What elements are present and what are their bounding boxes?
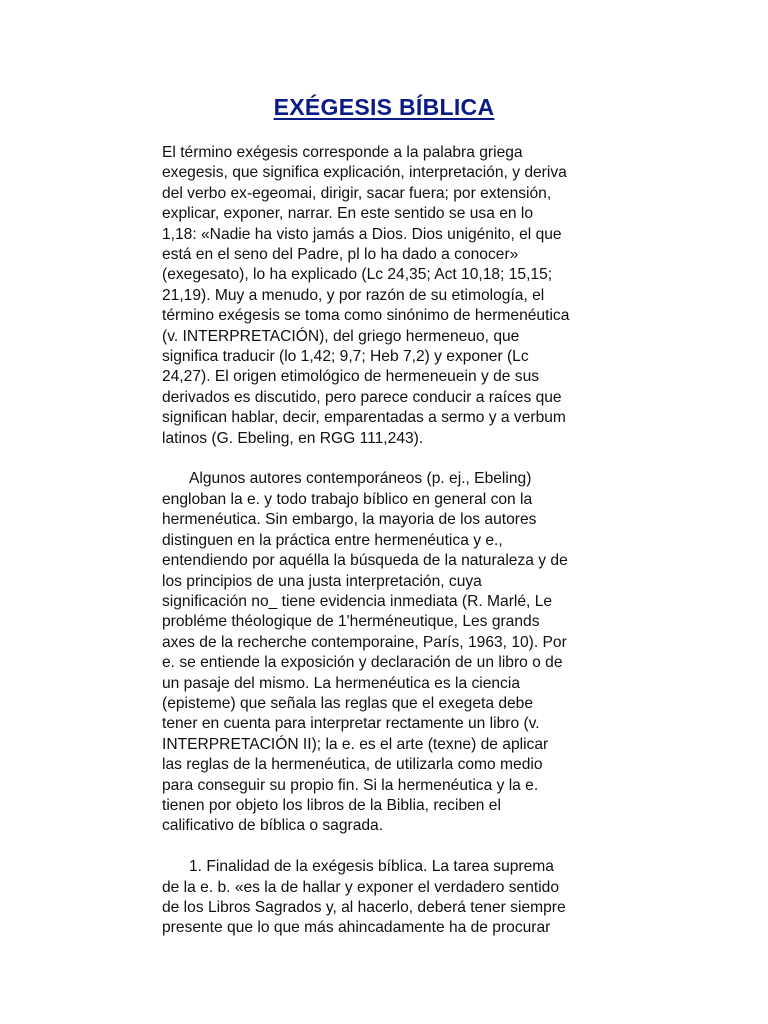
paragraph-3: 1. Finalidad de la exégesis bíblica. La tarea suprema de la e. b. «es la de hallar y exponer el verdadero sentido de los Libros Sagrados y, al hacerlo, deberá tener siempre presente que lo que más ahincadamente ha de procurar: [162, 858, 566, 937]
paragraph-2: Algunos autores contemporáneos (p. ej., Ebeling) engloban la e. y todo trabajo bíblico en general con la hermenéutica. Sin embargo, la mayoria de los autores distinguen en la práctica entre hermenéutica y e., entendiendo por aquélla la búsqueda de la naturaleza y de los principios de una justa interpretación, cuya significación no_ tiene evidencia inmediata (R. Marlé, Le probléme théologique de 1'herméneutique, Les grands axes de la recherche contemporaine, París, 1963, 10). Por e. se entiende la exposición y declaración de un libro o de un pasaje del mismo. La hermenéutica es la ciencia (episteme) que señala las reglas que el exegeta debe tener en cuenta para interpretar rectamente un libro (v. INTERPRETACIÓN II); la e. es el arte (texne) de aplicar las reglas de la hermenéutica, de utilizarla como medio para conseguir su propio fin. Si la hermenéutica y la e. tienen por objeto los libros de la Biblia, reciben el calificativo de bíblica o sagrada.: [162, 470, 568, 835]
document-body: [162, 143, 602, 959]
paragraph-1: El término exégesis corresponde a la palabra griega exegesis, que significa explicación, interpretación, y deriva del verbo ex-egeomai, dirigir, sacar fuera; por extensión, explicar, exponer, narrar. En este sentido se usa en lo 1,18: «Nadie ha visto jamás a Dios. Dios unigénito, el que está en el seno del Padre, pl lo ha dado a conocer» (exegesato), lo ha explicado (Lc 24,35; Act 10,18; 15,15; 21,19). Muy a menudo, y por razón de su etimología, el término exégesis se toma como sinónimo de hermenéutica (v. INTERPRETACIÓN), del griego hermeneuo, que significa traducir (lo 1,42; 9,7; Heb 7,2) y exponer (Lc 24,27). El origen etimológico de hermeneuein y de sus derivados es discutido, pero parece conducir a raíces que significan hablar, decir, emparentadas a sermo y a verbum latinos (G. Ebeling, en RGG 111,243).: [162, 144, 570, 447]
document-title: EXÉGESIS BÍBLICA: [273, 94, 495, 120]
